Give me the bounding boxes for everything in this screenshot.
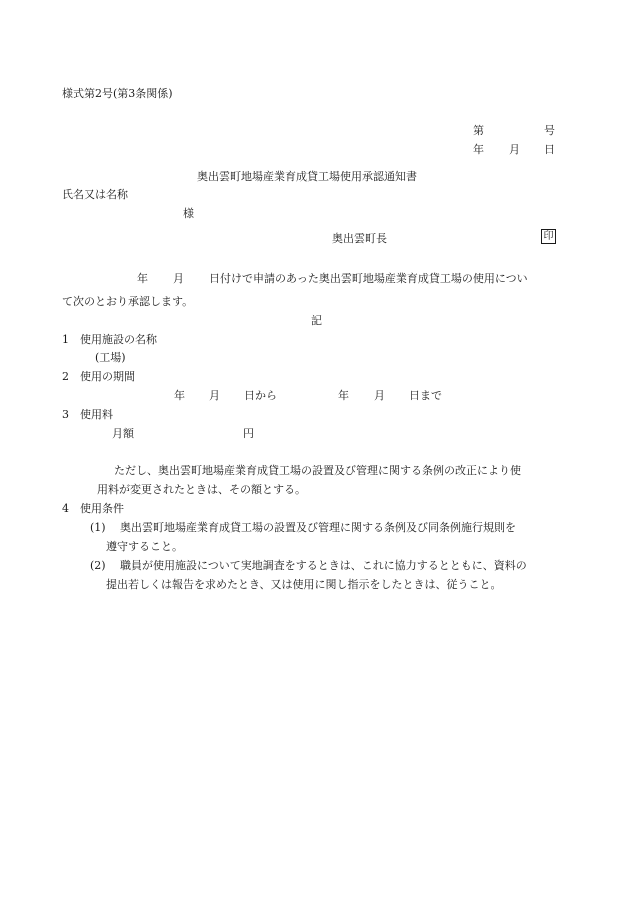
item1-heading: 1 使用施設の名称 (62, 333, 157, 346)
condition-2-number: (2) (90, 559, 106, 572)
item2-heading: 2 使用の期間 (62, 370, 135, 383)
period-to-day: 日まで (409, 389, 442, 402)
doc-number-dai: 第 (473, 124, 484, 137)
fee-yen: 円 (243, 427, 254, 440)
recipient-honorific: 様 (183, 207, 194, 220)
intro-line1: 日付けで申請のあった奥出雲町地場産業育成貸工場の使用につい (209, 272, 528, 285)
issuer-name: 奥出雲町長 (332, 232, 387, 245)
condition-1-line2: 遵守すること。 (106, 540, 183, 553)
date-year: 年 (473, 143, 484, 156)
recipient-label: 氏名又は名称 (62, 188, 128, 201)
ki-heading: 記 (311, 314, 322, 327)
condition-1-number: (1) (90, 521, 106, 534)
date-month: 月 (509, 143, 520, 156)
condition-2-line1: 職員が使用施設について実地調査をするときは、これに協力するとともに、資料の (120, 559, 527, 572)
period-from-year: 年 (174, 389, 185, 402)
proviso-line2: 用料が変更されたときは、その額とする。 (97, 483, 306, 496)
seal-mark: 印 (541, 229, 556, 244)
form-number: 様式第2号(第3条関係) (62, 87, 173, 100)
intro-line2: て次のとおり承認します。 (62, 295, 194, 308)
item3-heading: 3 使用料 (62, 408, 113, 421)
period-from-day: 日から (244, 389, 277, 402)
period-to-year: 年 (338, 389, 349, 402)
item1-facility: (工場) (95, 351, 126, 364)
intro-year: 年 (137, 272, 148, 285)
fee-monthly-label: 月額 (112, 427, 134, 440)
doc-number-go: 号 (544, 124, 555, 137)
period-from-month: 月 (209, 389, 220, 402)
item4-heading: 4 使用条件 (62, 502, 124, 515)
date-day: 日 (544, 143, 555, 156)
condition-1-line1: 奥出雲町地場産業育成貸工場の設置及び管理に関する条例及び同条例施行規則を (120, 521, 516, 534)
intro-month: 月 (173, 272, 184, 285)
proviso-line1: ただし、奥出雲町地場産業育成貸工場の設置及び管理に関する条例の改正により使 (114, 464, 521, 477)
document-title: 奥出雲町地場産業育成貸工場使用承認通知書 (197, 170, 417, 183)
condition-2-line2: 提出若しくは報告を求めたとき、又は使用に関し指示をしたときは、従うこと。 (106, 578, 502, 591)
period-to-month: 月 (374, 389, 385, 402)
